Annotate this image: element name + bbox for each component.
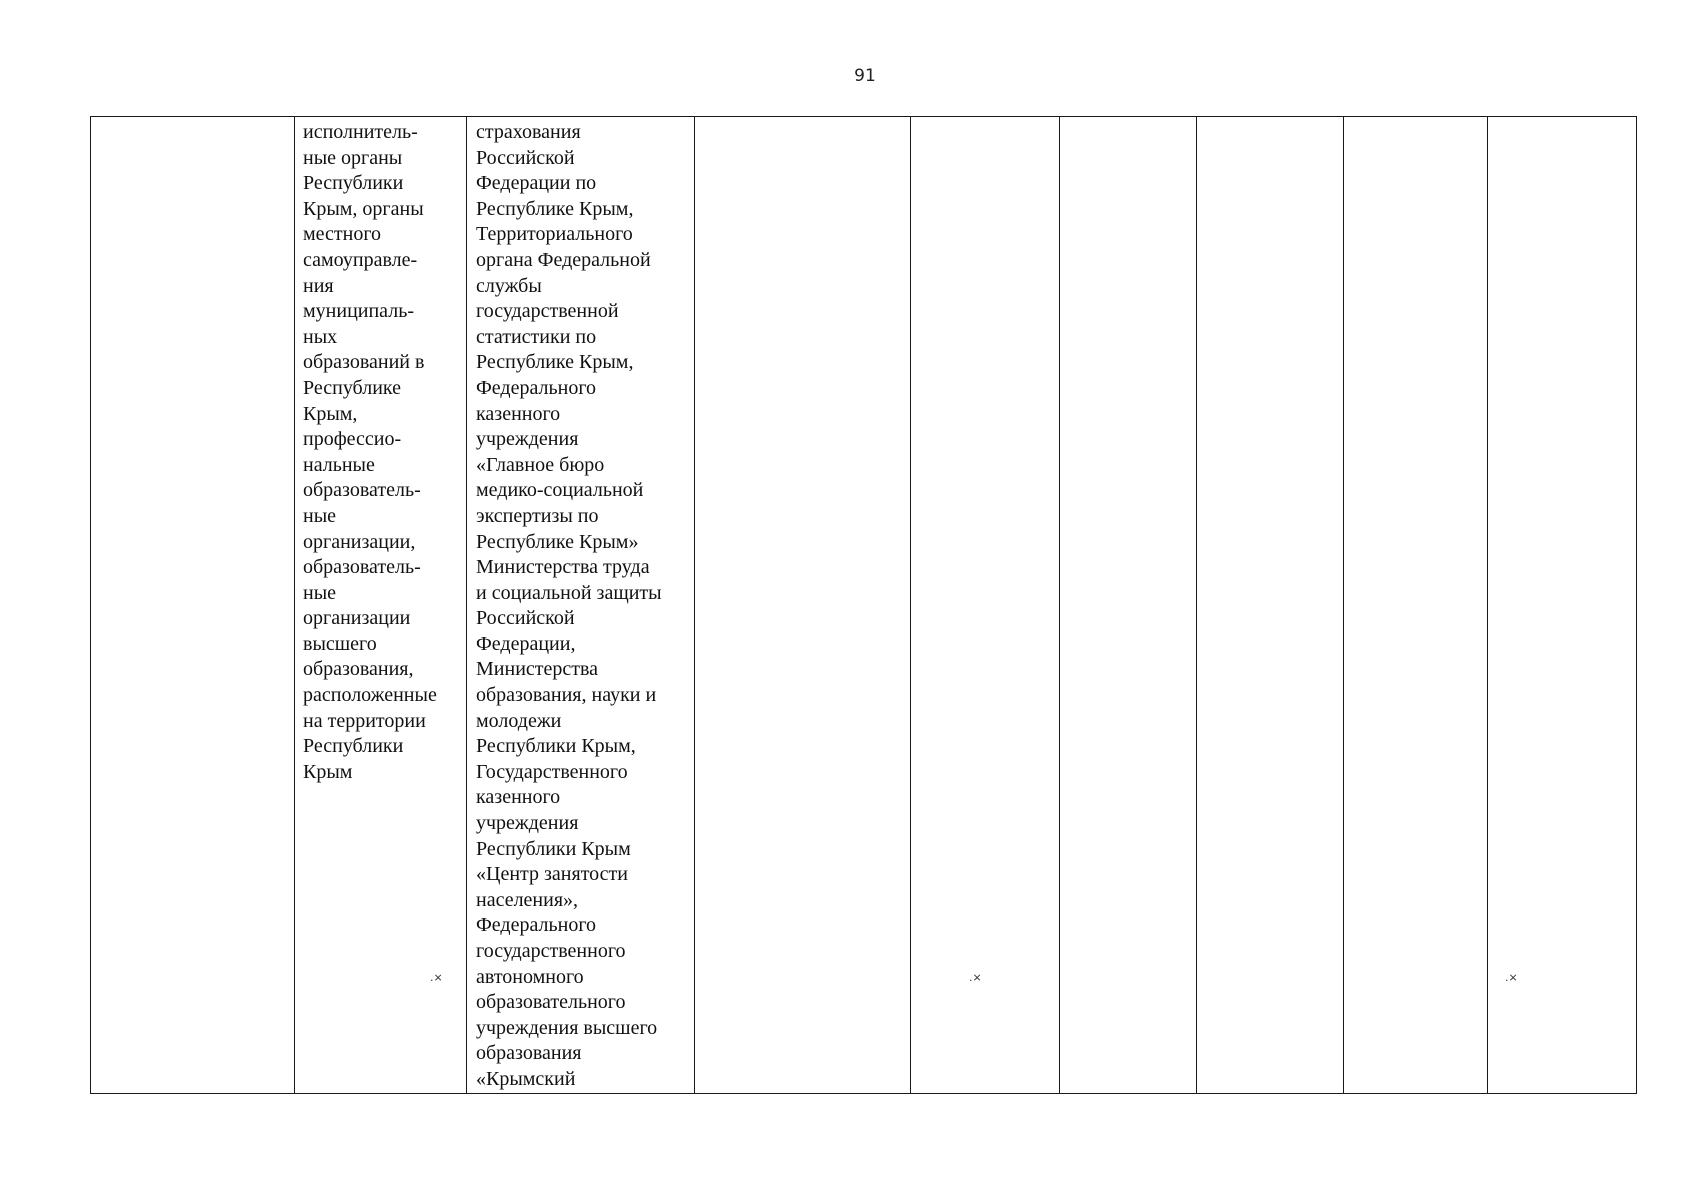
table-cell-4 bbox=[695, 117, 911, 1094]
table-cell-3 bbox=[467, 117, 695, 1094]
table-cell-1 bbox=[91, 117, 295, 1094]
document-table bbox=[90, 116, 1637, 1094]
page-number: 91 bbox=[854, 66, 876, 86]
table-cell-5 bbox=[911, 117, 1060, 1094]
cell-text-1 bbox=[91, 117, 294, 120]
table-cell-9 bbox=[1488, 117, 1637, 1094]
table-cell-7 bbox=[1197, 117, 1344, 1094]
table-cell-2 bbox=[295, 117, 467, 1094]
cell-text-9 bbox=[1488, 117, 1636, 120]
cell-text-8 bbox=[1344, 117, 1487, 120]
cell-text-3: страхования Российской Федерации по Республике Крым, Территориального органа Федеральной службы государственной статистики по Республике Крым, Федерального казенного учреждения «Главное бюро медико-социальной экспертизы по Республике Крым» Министерства труда и социальной защиты Российской Федерации, Министерства образования, науки и молодежи Республики Крым, Государственного казенного учреждения Республики Крым «Центр занятости населения», Федерального государственного автономного образовательного учреждения высшего образования «Крымский bbox=[476, 121, 662, 1090]
scan-artifact: .⨯ bbox=[430, 971, 443, 984]
table-cell-8 bbox=[1344, 117, 1488, 1094]
table-row bbox=[91, 117, 1637, 1094]
scan-artifact: .⨯ bbox=[1505, 971, 1518, 984]
cell-text-6 bbox=[1060, 117, 1196, 120]
cell-text-7 bbox=[1197, 117, 1343, 120]
table-cell-6 bbox=[1060, 117, 1197, 1094]
cell-text-4 bbox=[695, 117, 910, 120]
scan-artifact: .⨯ bbox=[969, 971, 982, 984]
cell-text-2: исполнитель- ные органы Республики Крым, органы местного самоуправле- ния муниципаль- ных образований в Республике Крым, профессио- нальные образователь- ные организации, образователь- ные организации высшего образования, расположенные на территории Республики Крым bbox=[303, 121, 437, 783]
cell-text-5 bbox=[911, 117, 1059, 120]
